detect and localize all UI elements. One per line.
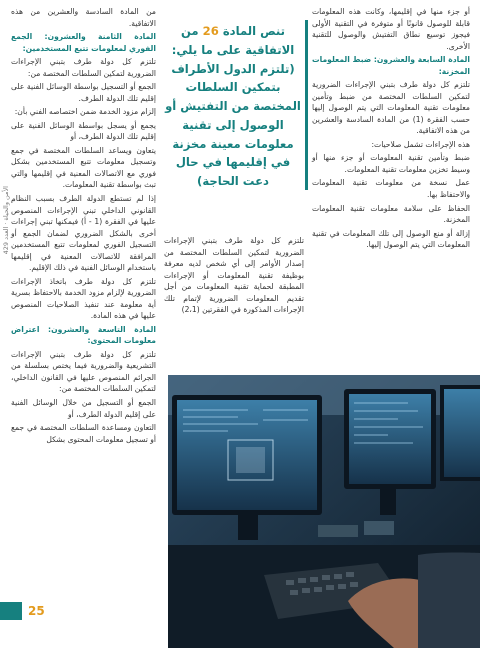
article-heading: المادة الثامنة والعشرون: الجمع الفوري لمعلومات تتبع المستخدمين: (11, 32, 156, 53)
article-paragraph: تلتزم كل دولة طرف باتخاذ الإجراءات الضرورية لإلزام مزود الخدمة بالاحتفاظ بسرية أية معلومة عند تنفيذ الصلاحيات المنصوص عليها في هذه المادة. (11, 276, 156, 321)
article-paragraph: إلزام مزود الخدمة ضمن اختصاصه الفني بأن: (14, 107, 156, 117)
article-paragraph: الجمع أو التسجيل من خلال الوسائل الفنية على إقليم الدولة الطرف، أو (11, 398, 156, 419)
left-column (11, 6, 156, 447)
pull-quote-body: من الاتفاقية على ما يلي: (تلتزم الدول الأطراف بتمكين السلطات المختصة من التفتيش أو الوصول إلى تقنية معلومات معينة مخزنة في إقليمها في حال دعت الحاجة) (165, 24, 301, 189)
article-heading: المادة التاسعة والعشرون: اعتراض معلومات المحتوى: (11, 324, 156, 346)
article-paragraph: إذا لم تستطع الدولة الطرف بسبب النظام القانوني الداخلي تبني الإجراءات المنصوص عليها في الفقرة (1 - أ) فيمكنها تبني إجراءات أخرى بالشكل الضروري لضمان الجمع أو التسجيل الفوري لمعلومات تتبع المستخدمين المرافقة للاتصالات المعنية في إقليمها باستخدام الوسائل الفنية في ذلك الإقليم. (11, 193, 157, 273)
article-paragraph: عمل نسخة من معلومات تقنية المعلومات والاحتفاظ بها. (312, 178, 470, 199)
article-paragraph: التعاون ومساعدة السلطات المختصة في جمع أو تسجيل معلومات المحتوى بشكل (11, 423, 156, 444)
article-paragraph: تلتزم كل دولة طرف بتبني الإجراءات الضرورية لتمكين السلطات المختصة من ضبط وتأمين معلومات تقنية المعلومات التي يتم الوصول إليها حسب الفقرة (1) من المادة السادسة والعشرين من هذه الاتفاقية. (312, 80, 470, 136)
article-paragraph: الحفاظ على سلامة معلومات تقنية المعلومات المخزنة. (312, 203, 470, 225)
article-paragraph: هذه الإجراءات تشمل صلاحيات: (371, 139, 470, 149)
cybersecurity-photo (168, 375, 480, 648)
pull-quote (162, 22, 304, 191)
page-number-bar (0, 602, 22, 620)
pull-quote-accent-bar (305, 20, 308, 190)
article-paragraph: يجمع أو يسجل بواسطة الوسائل الفنية على إقليم تلك الدولة الطرف، أو (11, 120, 156, 142)
article-heading: المادة السابعة والعشرون: ضبط المعلومات المخزنة: (312, 55, 470, 76)
article-paragraph: تلتزم كل دولة طرف بتبني الإجراءات الضرورية لتمكين السلطات المختصة من: (11, 57, 156, 78)
article-paragraph: تلتزم كل دولة طرف بتبني الإجراءات الضرورية لتمكين السلطات المختصة من إصدار الأوامر إلى أي شخص لديه معرفة بوظيفة تقنية المعلومات أو الإجراءات المطبقة لحماية تقنية المعلومات من أجل تقديم المعلومات الضرورية لإتمام تلك الإجراءات المذكورة في الفقرتين (2،1) (164, 236, 304, 315)
pull-quote-lead: تنص المادة (218, 24, 286, 38)
article-paragraph: الجمع أو التسجيل بواسطة الوسائل الفنية على إقليم تلك الدولة الطرف. (11, 82, 156, 103)
article-paragraph: أو جزء منها في إقليمها، وكانت هذه المعلومات قابلة للوصول قانونًا أو متوفرة في التقنية الأولى فيجوز توسيع نطاق التفتيش والوصول للتقنية الأخرى. (312, 7, 470, 51)
article-paragraph: ضبط وتأمين تقنية المعلومات أو جزء منها أو وسيط تخزين معلومات تقنية المعلومات. (312, 153, 470, 174)
article-paragraph: إزالة أو منع الوصول إلى تلك المعلومات في تقنية المعلومات التي يتم الوصول إليها. (312, 228, 470, 250)
pull-quote-number: 26 (202, 24, 219, 38)
article-paragraph: يتعاون ويساعد السلطات المختصة في جمع وتسجيل معلومات تتبع المستخدمين بشكل فوري مع الاتصالات المعنية في إقليمها والتي تبث بواسطة تقنية المعلومات. (11, 145, 156, 190)
article-paragraph: من المادة السادسة والعشرين من هذه الاتفاقية. (11, 7, 156, 28)
middle-column (164, 235, 304, 318)
right-column (312, 6, 470, 253)
page-number: 25 (28, 604, 45, 618)
article-paragraph: تلتزم كل دولة طرف بتبني الإجراءات التشريعية والضرورية فيما يختص بسلسلة من الجرائم المنصوص عليها في القانون الداخلي، لتمكين السلطات المختصة من: (11, 349, 156, 394)
sidebar-label: الأمن والحياة · العدد 429 (2, 185, 10, 255)
